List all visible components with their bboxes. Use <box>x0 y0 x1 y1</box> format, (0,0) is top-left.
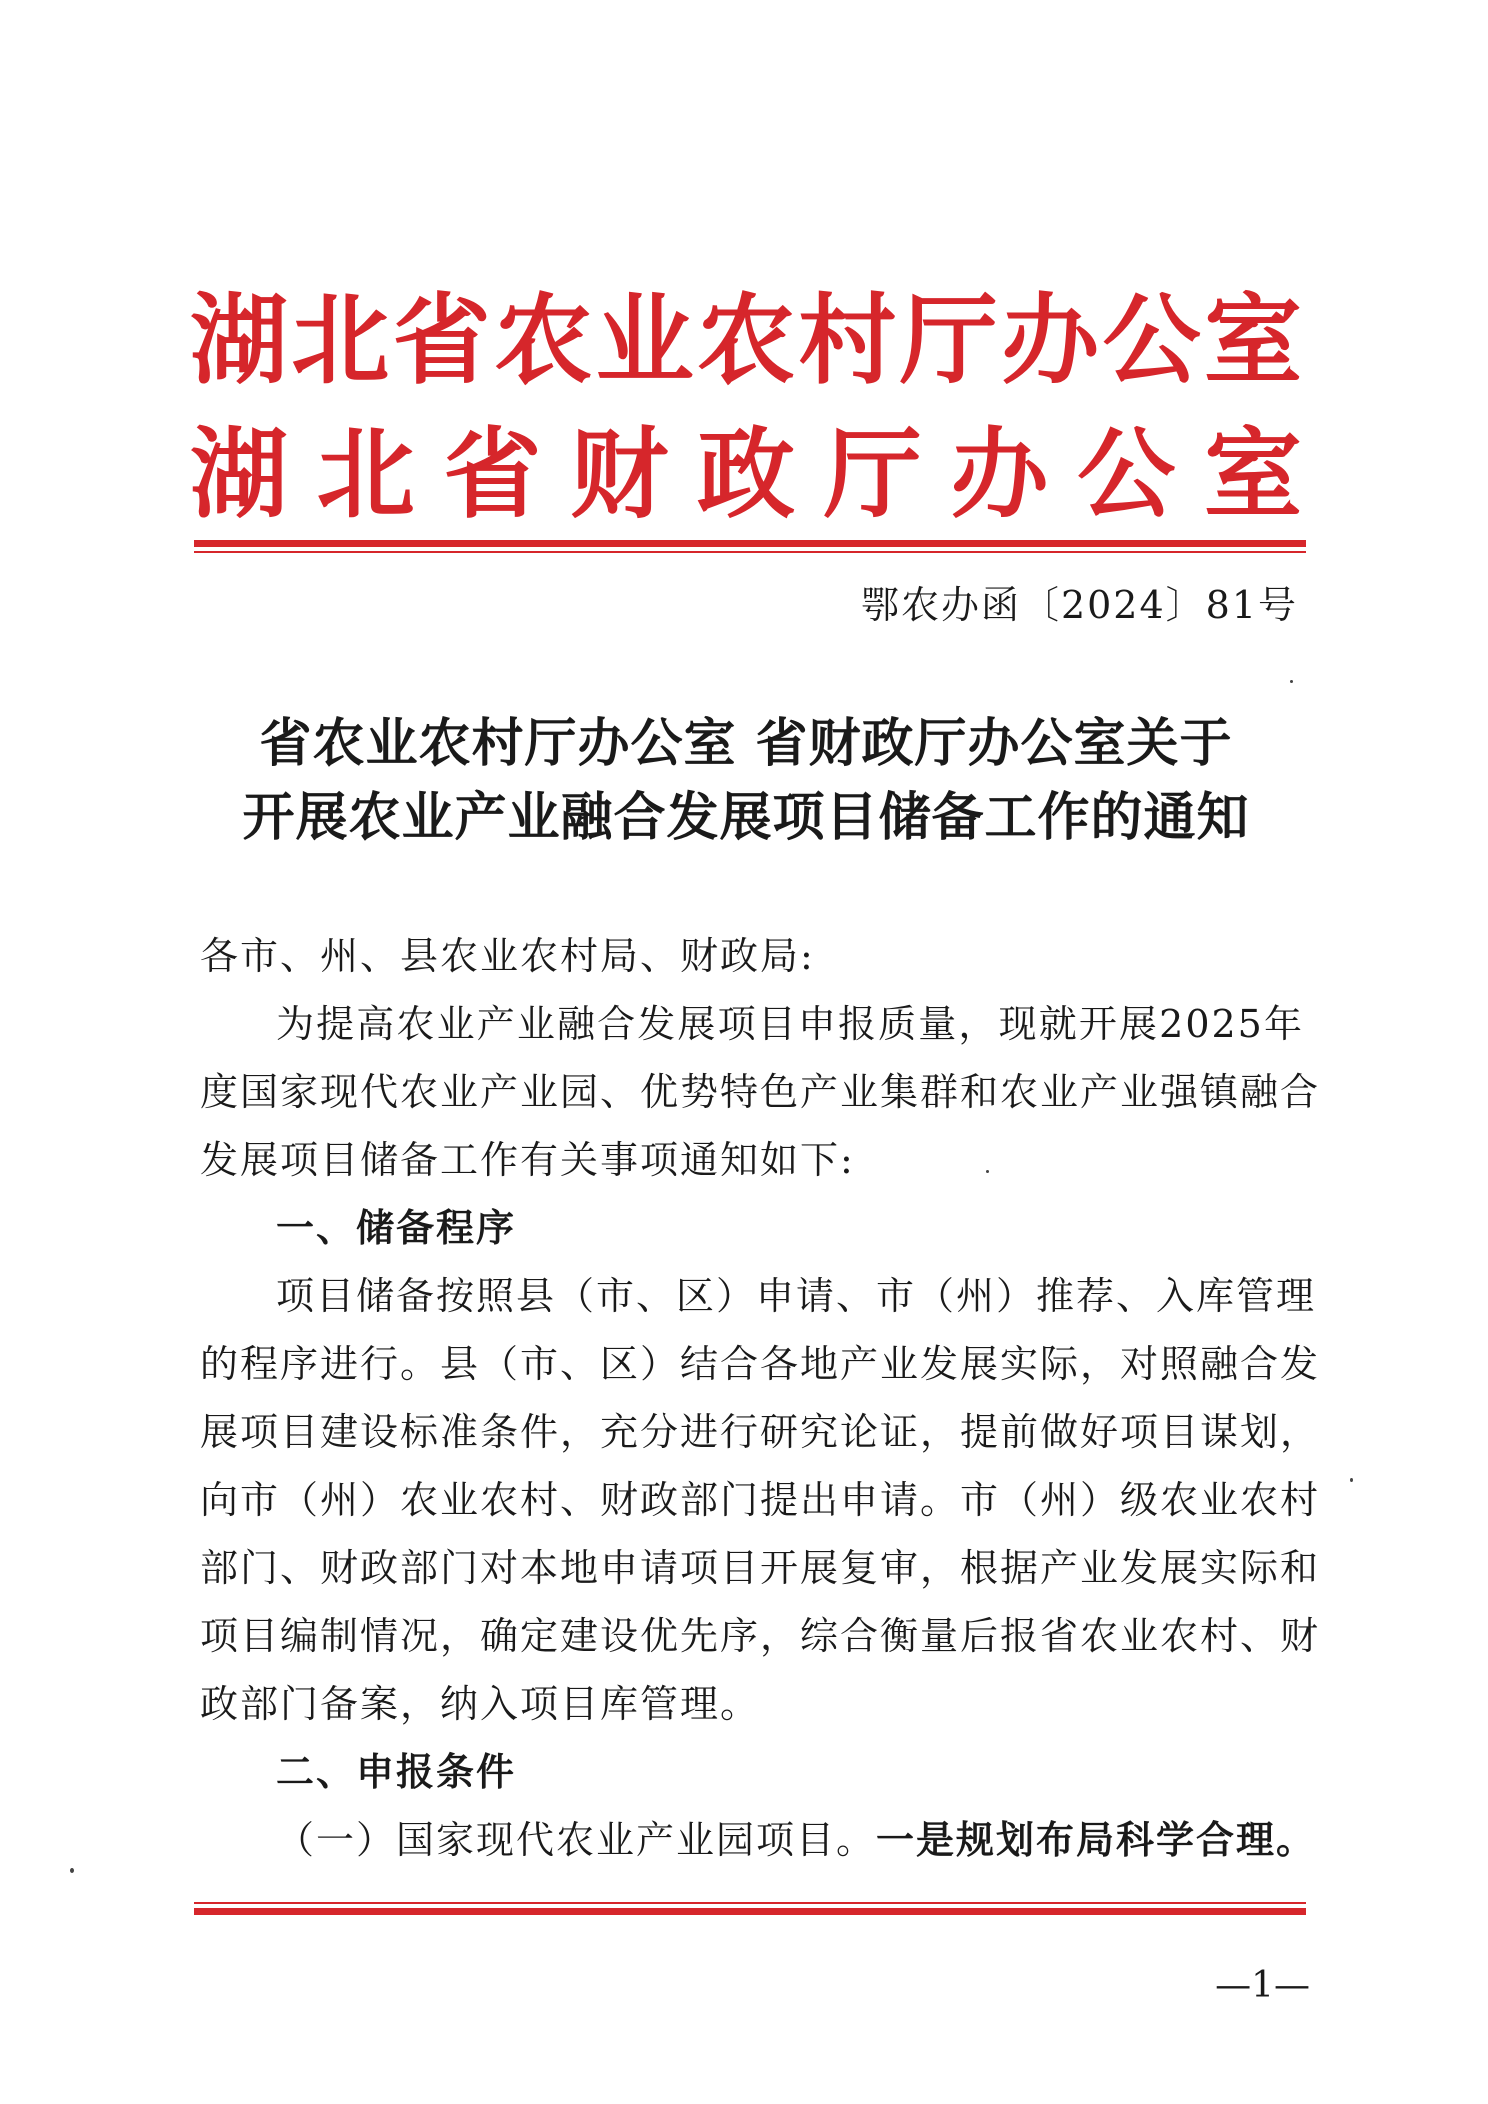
salutation: 各市、州、县农业农村局、财政局: <box>200 934 815 978</box>
paragraph-line: 的程序进行。县（市、区）结合各地产业发展实际，对照融合发 <box>200 1342 1321 1386</box>
paragraph-line: 展项目建设标准条件，充分进行研究论证，提前做好项目谋划， <box>200 1410 1321 1454</box>
paragraph-line: 向市（州）农业农村、财政部门提出申请。市（州）级农业农村 <box>200 1478 1321 1522</box>
section-2-paragraph <box>200 1806 1317 1874</box>
scan-speck <box>1290 680 1293 683</box>
item-emphasis: 一是规划布局科学合理。 <box>876 1818 1317 1862</box>
scan-speck <box>70 1868 74 1873</box>
paragraph-line: 度国家现代农业产业园、优势特色产业集群和农业产业强镇融合 <box>200 1070 1321 1114</box>
paragraph-line: 项目储备按照县（市、区）申请、市（州）推荐、入库管理 <box>276 1274 1317 1318</box>
paragraph-line: 发展项目储备工作有关事项通知如下: <box>200 1138 855 1182</box>
paragraph-line: 为提高农业产业融合发展项目申报质量，现就开展2025年 <box>276 1002 1304 1046</box>
issuing-office-2: 湖北省财政厅办公室 <box>190 417 1302 532</box>
paragraph-line: 项目编制情况，确定建设优先序，综合衡量后报省农业农村、财 <box>200 1614 1321 1658</box>
issuing-office-1: 湖北省农业农村厅办公室 <box>190 283 1302 398</box>
page-number: —1— <box>1215 1965 1310 2006</box>
header-red-rule-thin <box>194 551 1306 553</box>
section-heading-1: 一、储备程序 <box>276 1206 517 1250</box>
section-1-paragraph <box>200 1262 1321 1738</box>
scan-speck <box>1350 1478 1353 1482</box>
document-number: 鄂农办函〔2024〕81号 <box>860 583 1298 627</box>
footer-red-rule-thin <box>194 1902 1306 1904</box>
document-title-line-2: 开展农业产业融合发展项目储备工作的通知 <box>242 788 1250 848</box>
intro-paragraph <box>200 990 1321 1194</box>
header-red-rule <box>194 540 1306 547</box>
footer-red-rule <box>194 1908 1306 1915</box>
paragraph-line: 部门、财政部门对本地申请项目开展复审，根据产业发展实际和 <box>200 1546 1321 1590</box>
scan-speck <box>986 1170 989 1173</box>
paragraph-line: 政部门备案，纳入项目库管理。 <box>200 1682 761 1726</box>
section-heading-2: 二、申报条件 <box>276 1750 517 1794</box>
document-title-line-1: 省农业农村厅办公室 省财政厅办公室关于 <box>259 714 1233 774</box>
item-prefix: （一）国家现代农业产业园项目。 <box>276 1818 877 1862</box>
paragraph-line <box>200 1806 1317 1874</box>
